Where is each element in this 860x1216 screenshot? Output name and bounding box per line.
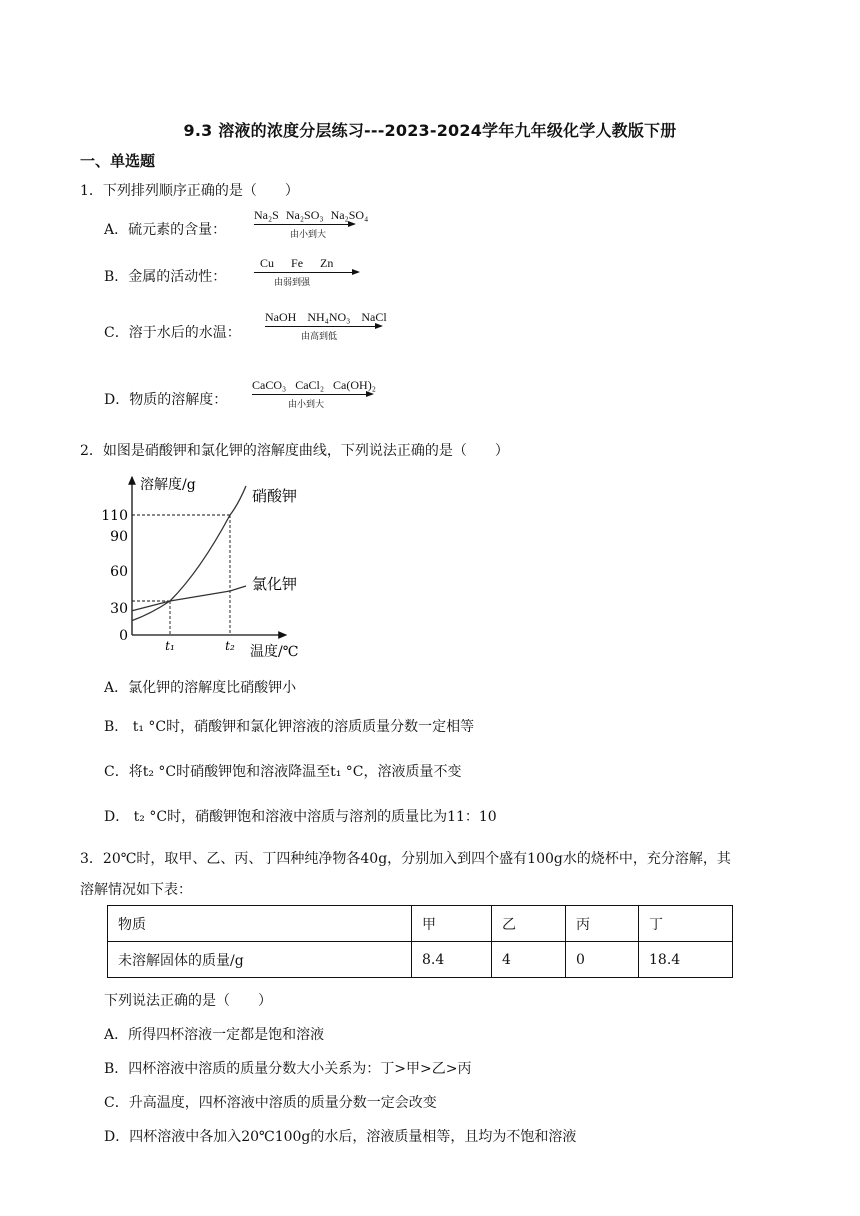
formula: Ca(OH)₂ [333, 378, 376, 392]
table-cell: 8.4 [412, 942, 492, 978]
q2-option-a[interactable]: A．氯化钾的溶解度比硝酸钾小 [104, 680, 297, 696]
table-row [108, 942, 733, 978]
formula: Na₂S [254, 208, 279, 222]
formula: NaOH [265, 310, 297, 324]
y-tick-label: 110 [101, 508, 128, 524]
direction-label: 由弱到强 [274, 278, 311, 288]
question-2-stem: 2．如图是硝酸钾和氯化钾的溶解度曲线，下列说法正确的是（ ） [80, 443, 509, 459]
q2-option-d[interactable]: D． t₂ °C时，硝酸钾饱和溶液中溶质与溶剂的质量比为11：10 [104, 809, 497, 825]
q1-option-c-label: C．溶于水后的水温： [104, 325, 241, 341]
table-cell: 乙 [492, 906, 566, 942]
q2-option-c[interactable]: C．将t₂ °C时硝酸钾饱和溶液降温至t₁ °C，溶液质量不变 [104, 764, 462, 780]
question-3-stem-line2: 溶解情况如下表： [80, 882, 192, 898]
formula: Na₂SO₄ [330, 208, 369, 222]
q1-option-b-label: B．金属的活动性： [104, 269, 227, 285]
q1-option-a[interactable] [104, 219, 226, 239]
question-3-stem-line1: 3．20℃时，取甲、乙、丙、丁四种纯净物各40g，分别加入到四个盛有100g水的烧杯中，充分溶解，其 [80, 851, 731, 867]
x-tick-label: t₁ [165, 639, 175, 653]
table-cell: 甲 [412, 906, 492, 942]
q1-option-c-arrow [265, 310, 387, 342]
formula: NaCl [361, 310, 387, 324]
formula: NH₄NO₃ [307, 310, 351, 324]
formula: CaCO₃ [252, 378, 287, 392]
section-heading: 一、单选题 [80, 152, 156, 170]
y-tick-label: 0 [119, 628, 128, 644]
series-line-0 [132, 486, 246, 621]
table-cell: 丙 [566, 906, 639, 942]
dissolution-table [107, 905, 733, 978]
q1-option-d-arrow [252, 378, 376, 410]
y-axis-label: 溶解度/g [140, 477, 196, 493]
y-tick-label: 30 [110, 601, 128, 617]
formula: Na₂SO₃ [285, 208, 324, 222]
direction-label: 由小到大 [288, 400, 325, 410]
q2-option-b[interactable]: B． t₁ °C时，硝酸钾和氯化钾溶液的溶质质量分数一定相等 [104, 719, 475, 735]
direction-label: 由高到低 [301, 332, 338, 342]
q1-option-a-label: A．硫元素的含量： [104, 222, 227, 238]
formula: CaCl₂ [295, 378, 325, 392]
formula: Zn [320, 256, 334, 270]
q1-option-b-arrow [254, 256, 358, 288]
table-cell: 0 [566, 942, 639, 978]
x-axis-label: 温度/℃ [250, 644, 299, 660]
solubility-chart [100, 472, 310, 662]
question-1-stem: 1．下列排列顺序正确的是（ ） [80, 183, 299, 199]
table-cell: 物质 [108, 906, 412, 942]
y-tick-label: 90 [110, 529, 128, 545]
question-3-prompt: 下列说法正确的是（ ） [104, 993, 272, 1009]
q3-option-b[interactable]: B．四杯溶液中溶质的质量分数大小关系为：丁>甲>乙>丙 [104, 1061, 472, 1077]
table-cell: 未溶解固体的质量/g [108, 942, 412, 978]
formula: Cu [260, 256, 275, 270]
series-label: 氯化钾 [252, 575, 298, 593]
direction-label: 由小到大 [290, 230, 327, 240]
table-cell: 4 [492, 942, 566, 978]
q1-option-d[interactable] [104, 389, 227, 409]
series-label: 硝酸钾 [252, 487, 298, 505]
q1-option-c[interactable] [104, 322, 241, 342]
q1-option-b[interactable] [104, 266, 226, 286]
q3-option-d[interactable]: D．四杯溶液中各加入20℃100g的水后，溶液质量相等，且均为不饱和溶液 [104, 1129, 577, 1145]
series-line-1 [132, 586, 246, 611]
table-cell: 18.4 [639, 942, 733, 978]
table-header-row [108, 906, 733, 942]
y-tick-label: 60 [110, 564, 128, 580]
page-title: 9.3 溶液的浓度分层练习---2023-2024学年九年级化学人教版下册 [183, 121, 677, 140]
formula: Fe [291, 256, 304, 270]
q3-option-a[interactable]: A．所得四杯溶液一定都是饱和溶液 [104, 1027, 325, 1043]
q3-option-c[interactable]: C．升高温度，四杯溶液中溶质的质量分数一定会改变 [104, 1095, 437, 1111]
table-cell: 丁 [639, 906, 733, 942]
x-tick-label: t₂ [225, 639, 235, 653]
q1-option-a-arrow [254, 208, 369, 240]
q1-option-d-label: D．物质的溶解度： [104, 392, 228, 408]
